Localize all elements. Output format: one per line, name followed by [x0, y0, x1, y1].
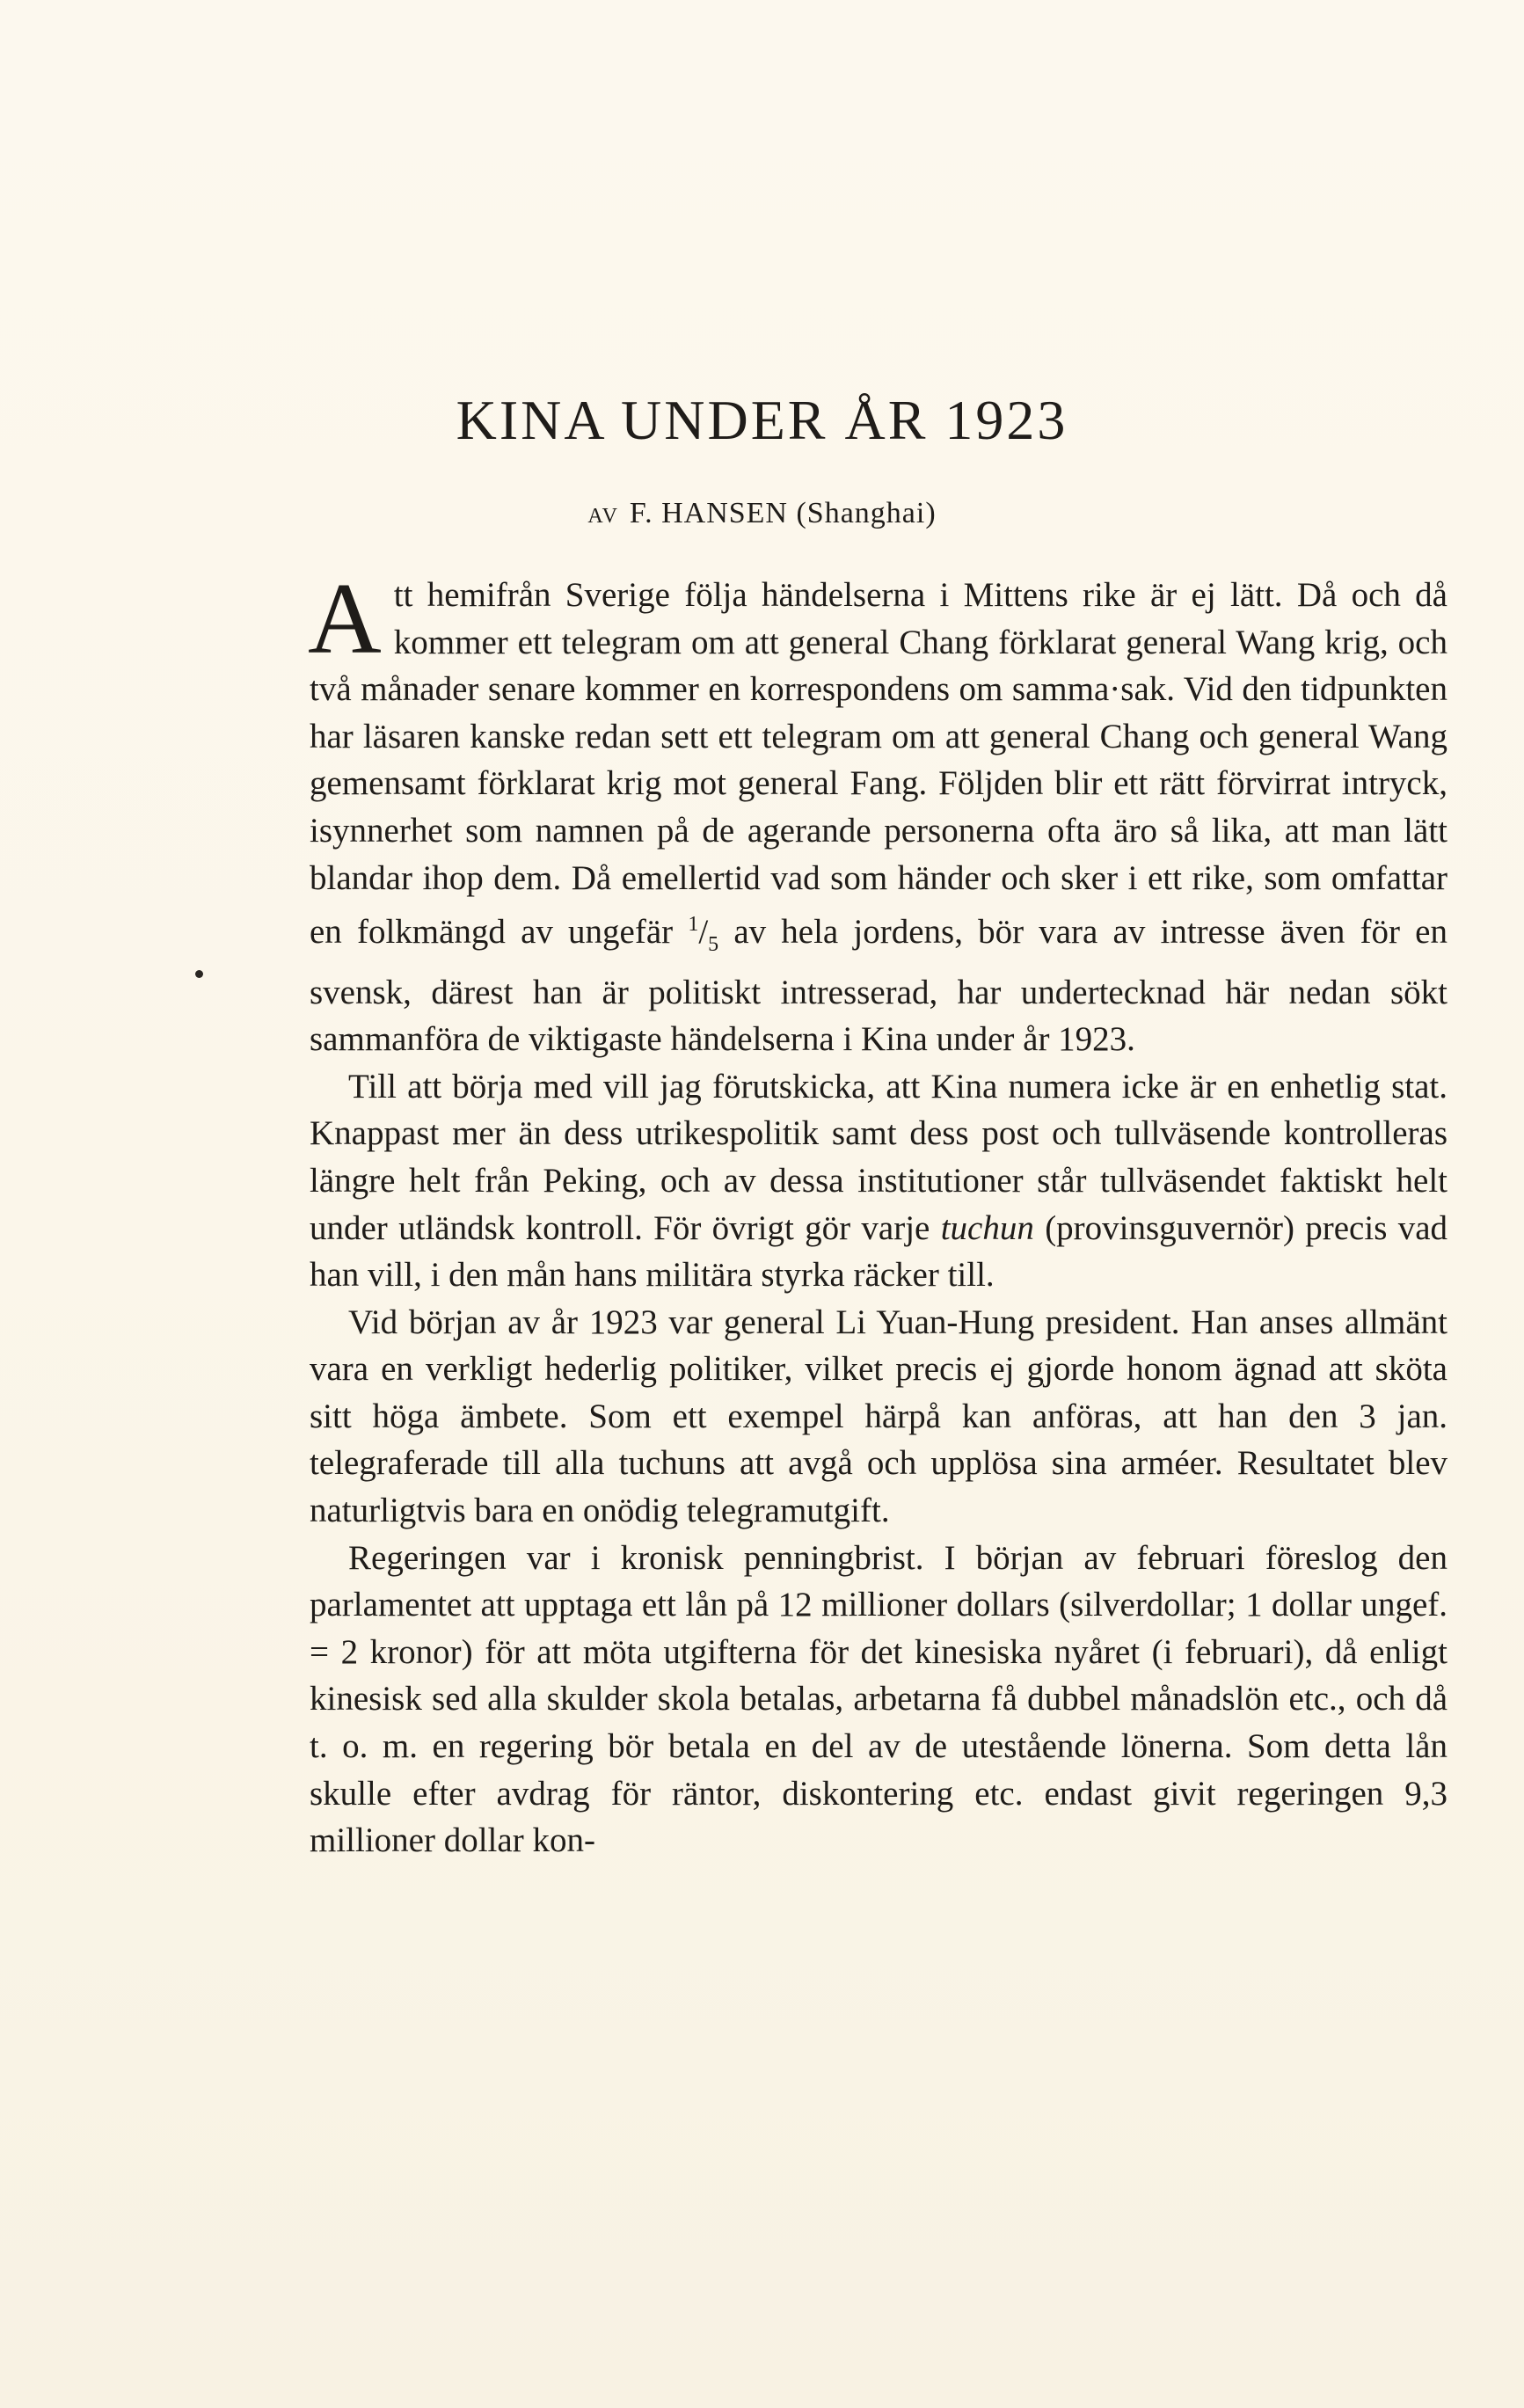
- paragraph-2: [310, 1063, 1447, 1299]
- margin-dot-mark: [195, 970, 203, 978]
- article-body: [308, 563, 1448, 1864]
- paragraph-1-text-a: tt hemifrån Sverige följa händelserna i Mittens rike är ej lätt. Då och då kommer ett telegram om att general Chang förklarat general Wang krig, och två månader senare kommer en korrespondens om samma·sak. Vid den tidpunkten har läsaren kanske redan sett ett telegram om att general Chang och general Wang gemensamt förklarat krig mot general Fang. Följden blir ett rätt förvirrat intryck, isynnerhet som namnen på de agerande personerna ofta äro så lika, att man lätt blandar ihop dem. Då emellertid vad som händer och sker i ett rike, som omfattar en folkmängd av ungefär: [310, 576, 1447, 952]
- byline-prefix: AV: [587, 505, 619, 528]
- paragraph-4: Regeringen var i kronisk penningbrist. I början av februari föreslog den parlamentet att upptaga ett lån på 12 millioner dollars (silverdollar; 1 dollar ungef. = 2 kronor) för att möta utgifterna för det kinesiska nyåret (i februari), då enligt kinesisk sed alla skulder skola betalas, arbetarna få dubbel månadslön etc., och då t. o. m. en regering bör betala en del av de utestående lönerna. Som detta lån skulle efter avdrag för räntor, diskontering etc. endast givit regeringen 9,3 millioner dollar kon-: [310, 1538, 1447, 1860]
- paragraph-3: Vid början av år 1923 var general Li Yuan-Hung president. Han anses allmänt vara en verkligt hederlig politiker, vilket precis ej gjorde honom ägnad att sköta sitt höga ämbete. Som ett exempel härpå kan anföras, att han den 3 jan. telegraferade till alla tuchuns att avgå och upplösa sina arméer. Resultatet blev naturligtvis bara en onödig telegramutgift.: [310, 1303, 1447, 1530]
- paragraph-1-text-b: av hela jordens, bör vara av intresse även för en svensk, därest han är politiskt intresserad, har undertecknad här nedan sökt sammanföra de viktigaste händelserna i Kina under år 1923.: [310, 913, 1447, 1059]
- byline: [0, 497, 1524, 530]
- paragraph-2-text-b: (provinsguvernör) precis vad han vill, i den mån hans militära styrka räcker till.: [310, 1208, 1448, 1295]
- drop-cap: A: [308, 563, 382, 675]
- author: F. HANSEN (Shanghai): [629, 497, 937, 529]
- paragraph-2-text-a: Till att börja med vill jag förutskicka, att Kina numera icke är en enhetlig stat. Knappast mer än dess utrikespolitik samt dess post och tullväsende kontrolleras längre helt från Peking, och av dessa institutioner står tullväsendet faktiskt helt under utländsk kontroll. För övrigt gör varje: [310, 1067, 1447, 1247]
- fraction-one-fifth: $^1/_5$: [688, 913, 719, 956]
- paragraph-1: [308, 563, 1447, 1063]
- article-title: KINA UNDER ÅR 1923: [456, 389, 1068, 451]
- tuchun-term: tuchun: [940, 1208, 1034, 1247]
